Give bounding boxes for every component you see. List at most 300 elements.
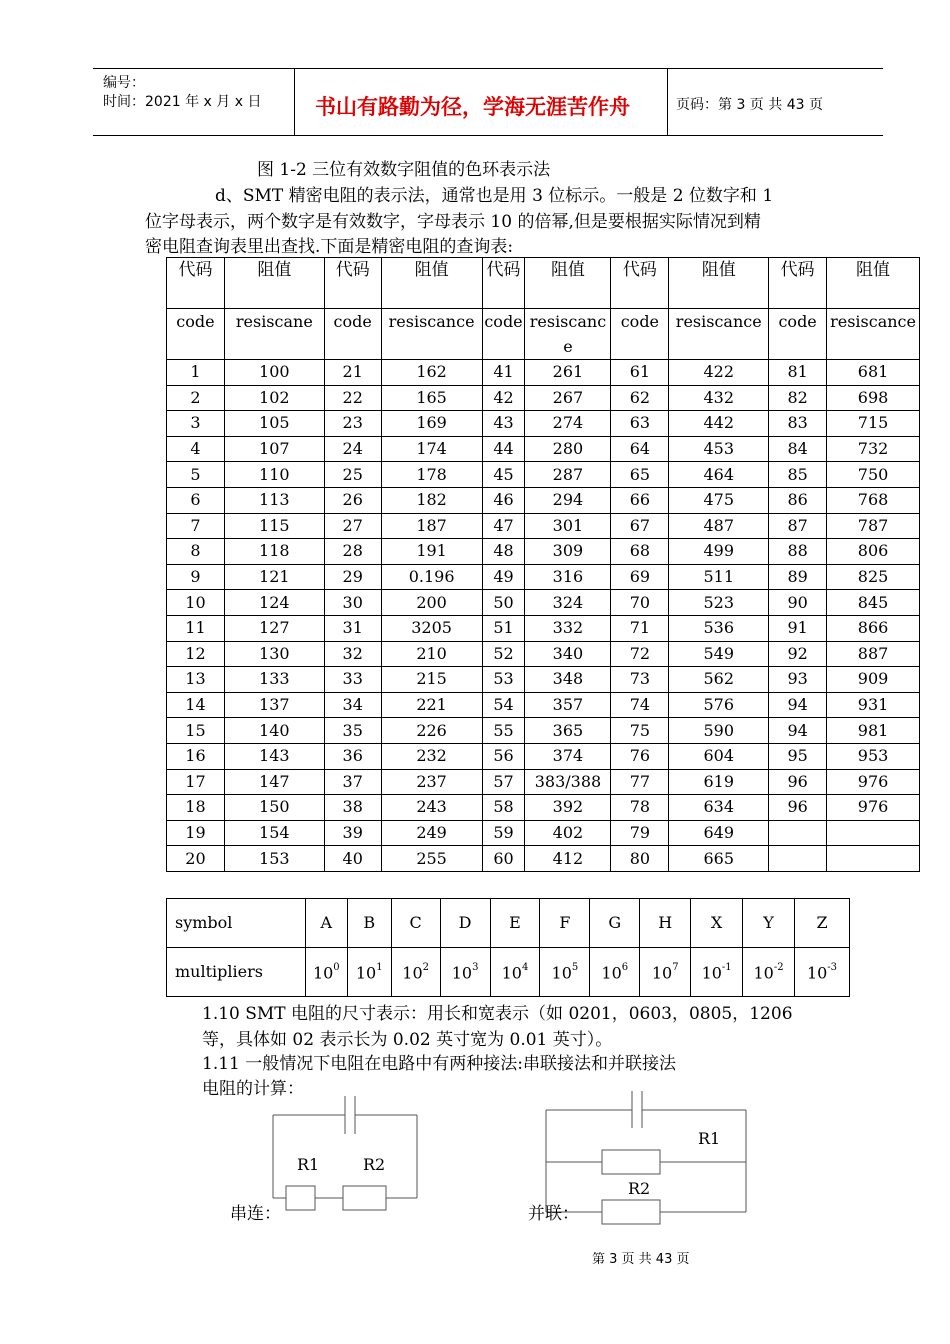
table-header-cell: resiscance <box>827 309 920 360</box>
multiplier-cell <box>440 948 490 997</box>
table-cell: 62 <box>611 385 669 411</box>
multiplier-exponent: 4 <box>521 962 529 974</box>
table-cell: 48 <box>482 539 525 565</box>
table-cell: 21 <box>324 360 381 386</box>
table-cell: 80 <box>611 846 669 872</box>
table-cell: 11 <box>167 615 225 641</box>
table-cell: 60 <box>482 846 525 872</box>
multiplier-base: 10 <box>701 963 722 983</box>
multiplier-cell <box>305 948 347 997</box>
table-cell: 34 <box>324 692 381 718</box>
symbol-cell: B <box>347 899 391 948</box>
table-header-cell: resiscance <box>381 309 482 360</box>
table-cell: 169 <box>381 411 482 437</box>
table-cell: 49 <box>482 564 525 590</box>
table-cell: 102 <box>224 385 324 411</box>
table-cell: 66 <box>611 487 669 513</box>
table-cell: 53 <box>482 667 525 693</box>
table-cell: 261 <box>525 360 611 386</box>
table-cell: 732 <box>827 436 920 462</box>
table-cell: 31 <box>324 615 381 641</box>
symbol-cell: G <box>590 899 640 948</box>
table-row <box>167 436 920 462</box>
table-cell: 383/388 <box>525 769 611 795</box>
table-cell: 55 <box>482 718 525 744</box>
page-footer: 第 3 页 共 43 页 <box>592 1252 690 1267</box>
table-cell: 22 <box>324 385 381 411</box>
table-cell: 887 <box>827 641 920 667</box>
symbol-cell: H <box>640 899 691 948</box>
table-cell: 85 <box>769 462 827 488</box>
table-cell: 499 <box>669 539 769 565</box>
table-cell: 147 <box>224 769 324 795</box>
table-cell: 665 <box>669 846 769 872</box>
symbol-label: symbol <box>167 899 306 948</box>
table-cell: 68 <box>611 539 669 565</box>
table-cell: 536 <box>669 615 769 641</box>
table-cell: 340 <box>525 641 611 667</box>
table-cell: 422 <box>669 360 769 386</box>
table-cell: 232 <box>381 743 482 769</box>
table-cell: 3 <box>167 411 225 437</box>
multiplier-base: 10 <box>312 963 334 983</box>
multiplier-cell <box>691 948 743 997</box>
table-cell: 187 <box>381 513 482 539</box>
table-row <box>167 718 920 744</box>
table-cell: 215 <box>381 667 482 693</box>
table-cell: 69 <box>611 564 669 590</box>
multiplier-exponent: -3 <box>827 962 838 974</box>
multiplier-exponent: 5 <box>571 962 579 974</box>
table-cell: 107 <box>224 436 324 462</box>
table-cell: 78 <box>611 795 669 821</box>
table-cell: 953 <box>827 743 920 769</box>
header-divider-2 <box>667 68 668 136</box>
table-cell: 649 <box>669 820 769 846</box>
table-cell: 274 <box>525 411 611 437</box>
table-cell: 35 <box>324 718 381 744</box>
table-row <box>167 360 920 386</box>
table-cell: 137 <box>224 692 324 718</box>
table-cell: 8 <box>167 539 225 565</box>
multiplier-cell <box>391 948 440 997</box>
series-r1-label: R1 <box>297 1155 320 1174</box>
table-cell: 57 <box>482 769 525 795</box>
symbol-cell: A <box>305 899 347 948</box>
table-cell: 806 <box>827 539 920 565</box>
table-cell: 562 <box>669 667 769 693</box>
table-row <box>167 462 920 488</box>
table-header-cell: resiscance <box>525 309 611 360</box>
table-cell: 10 <box>167 590 225 616</box>
table-cell: 30 <box>324 590 381 616</box>
table-header-row-en <box>167 309 920 360</box>
table-cell: 976 <box>827 769 920 795</box>
table-cell: 91 <box>769 615 827 641</box>
section-1-10-line2: 等，具体如 02 表示长为 0.02 英寸宽为 0.01 英寸）。 <box>202 1030 613 1050</box>
multiplier-exponent: 1 <box>376 962 383 974</box>
multiplier-cell <box>743 948 795 997</box>
table-cell: 200 <box>381 590 482 616</box>
table-cell: 14 <box>167 692 225 718</box>
symbol-cell: Y <box>743 899 795 948</box>
table-cell: 866 <box>827 615 920 641</box>
table-cell: 72 <box>611 641 669 667</box>
symbol-cell: Z <box>795 899 850 948</box>
table-cell: 316 <box>525 564 611 590</box>
table-cell: 825 <box>827 564 920 590</box>
table-cell: 18 <box>167 795 225 821</box>
table-cell: 94 <box>769 718 827 744</box>
table-cell: 174 <box>381 436 482 462</box>
table-cell: 221 <box>381 692 482 718</box>
multiplier-exponent: 3 <box>472 962 479 974</box>
table-header-cell: 代码 <box>611 258 669 309</box>
table-cell: 576 <box>669 692 769 718</box>
multiplier-exponent: -1 <box>721 962 732 974</box>
table-cell: 475 <box>669 487 769 513</box>
table-cell: 2 <box>167 385 225 411</box>
table-cell: 182 <box>381 487 482 513</box>
parallel-r1-resistor <box>602 1150 660 1174</box>
table-row <box>167 846 920 872</box>
multiplier-base: 10 <box>753 963 774 983</box>
table-cell: 348 <box>525 667 611 693</box>
table-cell: 83 <box>769 411 827 437</box>
table-cell: 110 <box>224 462 324 488</box>
multiplier-cell <box>590 948 640 997</box>
table-cell: 249 <box>381 820 482 846</box>
table-cell: 287 <box>525 462 611 488</box>
table-cell: 89 <box>769 564 827 590</box>
series-r1-resistor <box>286 1186 315 1210</box>
table-cell: 981 <box>827 718 920 744</box>
table-cell: 52 <box>482 641 525 667</box>
multiplier-exponent: -2 <box>773 962 784 974</box>
table-cell: 162 <box>381 360 482 386</box>
multiplier-cell <box>347 948 391 997</box>
header-bottom-rule <box>93 135 883 136</box>
table-cell: 140 <box>224 718 324 744</box>
table-cell: 226 <box>381 718 482 744</box>
table-cell: 464 <box>669 462 769 488</box>
table-cell: 42 <box>482 385 525 411</box>
table-row <box>167 539 920 565</box>
table-header-cell: 代码 <box>769 258 827 309</box>
table-cell: 698 <box>827 385 920 411</box>
table-cell: 210 <box>381 641 482 667</box>
multiplier-table <box>166 898 850 997</box>
table-cell: 750 <box>827 462 920 488</box>
series-r2-resistor <box>343 1186 386 1210</box>
table-row <box>167 615 920 641</box>
table-cell: 402 <box>525 820 611 846</box>
table-cell: 96 <box>769 795 827 821</box>
table-cell: 523 <box>669 590 769 616</box>
multiplier-base: 10 <box>551 963 572 983</box>
table-cell: 90 <box>769 590 827 616</box>
table-cell: 133 <box>224 667 324 693</box>
multiplier-exponent: 2 <box>422 962 430 974</box>
table-cell: 44 <box>482 436 525 462</box>
table-cell: 619 <box>669 769 769 795</box>
parallel-r2-label: R2 <box>628 1179 651 1198</box>
table-cell: 64 <box>611 436 669 462</box>
section-1-11: 1.11 一般情况下电阻在电路中有两种接法:串联接法和并联接法 <box>202 1054 676 1074</box>
table-header-cell: 阻值 <box>525 258 611 309</box>
table-cell: 29 <box>324 564 381 590</box>
table-cell: 33 <box>324 667 381 693</box>
table-cell: 71 <box>611 615 669 641</box>
parallel-r1-label: R1 <box>698 1129 721 1148</box>
paragraph-d-line1: d、SMT 精密电阻的表示法，通常也是用 3 位标示。一般是 2 位数字和 1 <box>215 186 774 206</box>
table-cell: 768 <box>827 487 920 513</box>
symbol-cell: X <box>691 899 743 948</box>
table-cell: 77 <box>611 769 669 795</box>
table-cell: 4 <box>167 436 225 462</box>
multiplier-exponent: 7 <box>672 962 679 974</box>
table-cell: 19 <box>167 820 225 846</box>
table-cell: 294 <box>525 487 611 513</box>
table-cell: 86 <box>769 487 827 513</box>
table-cell: 301 <box>525 513 611 539</box>
figure-caption: 图 1-2 三位有效数字阻值的色环表示法 <box>257 160 551 180</box>
symbol-cell: F <box>540 899 590 948</box>
table-cell: 511 <box>669 564 769 590</box>
table-cell: 118 <box>224 539 324 565</box>
table-cell: 365 <box>525 718 611 744</box>
resistor-code-table <box>166 257 920 872</box>
table-cell: 95 <box>769 743 827 769</box>
table-cell <box>769 846 827 872</box>
table-cell: 178 <box>381 462 482 488</box>
table-cell: 46 <box>482 487 525 513</box>
table-cell: 20 <box>167 846 225 872</box>
table-cell: 50 <box>482 590 525 616</box>
table-cell: 121 <box>224 564 324 590</box>
table-cell: 191 <box>381 539 482 565</box>
table-cell: 374 <box>525 743 611 769</box>
table-cell: 24 <box>324 436 381 462</box>
table-cell: 59 <box>482 820 525 846</box>
table-cell: 79 <box>611 820 669 846</box>
table-header-cell: 代码 <box>324 258 381 309</box>
table-row <box>167 820 920 846</box>
table-row <box>167 743 920 769</box>
table-row <box>167 590 920 616</box>
table-header-cell: code <box>167 309 225 360</box>
table-cell: 40 <box>324 846 381 872</box>
table-cell: 47 <box>482 513 525 539</box>
table-cell: 453 <box>669 436 769 462</box>
table-cell: 45 <box>482 462 525 488</box>
multiplier-base: 10 <box>355 963 377 983</box>
table-cell: 324 <box>525 590 611 616</box>
table-cell: 65 <box>611 462 669 488</box>
table-cell: 32 <box>324 641 381 667</box>
table-header-cell: 代码 <box>167 258 225 309</box>
table-header-row-cn <box>167 258 920 309</box>
table-row <box>167 411 920 437</box>
table-cell: 96 <box>769 769 827 795</box>
table-cell: 909 <box>827 667 920 693</box>
table-cell: 58 <box>482 795 525 821</box>
series-r2-label: R2 <box>363 1155 386 1174</box>
table-cell: 787 <box>827 513 920 539</box>
table-row <box>167 692 920 718</box>
table-cell: 154 <box>224 820 324 846</box>
table-cell: 357 <box>525 692 611 718</box>
table-cell: 70 <box>611 590 669 616</box>
table-cell: 6 <box>167 487 225 513</box>
table-cell: 280 <box>525 436 611 462</box>
multiplier-base: 10 <box>402 963 423 983</box>
header-divider-1 <box>294 68 295 136</box>
table-cell: 976 <box>827 795 920 821</box>
table-header-cell: 阻值 <box>669 258 769 309</box>
table-cell: 61 <box>611 360 669 386</box>
table-cell: 845 <box>827 590 920 616</box>
table-cell: 3205 <box>381 615 482 641</box>
multiplier-cell <box>640 948 691 997</box>
table-cell: 54 <box>482 692 525 718</box>
table-cell: 41 <box>482 360 525 386</box>
table-header-cell: code <box>611 309 669 360</box>
multiplier-exponent: 0 <box>333 962 340 974</box>
multiplier-base: 10 <box>651 963 673 983</box>
parallel-r2-resistor <box>602 1200 660 1224</box>
header-number-label: 编号： <box>103 75 145 91</box>
table-row <box>167 513 920 539</box>
table-cell: 143 <box>224 743 324 769</box>
multipliers-label: multipliers <box>167 948 306 997</box>
table-cell: 15 <box>167 718 225 744</box>
multiplier-base: 10 <box>601 963 622 983</box>
table-cell: 681 <box>827 360 920 386</box>
table-cell: 73 <box>611 667 669 693</box>
table-cell: 267 <box>525 385 611 411</box>
paragraph-d-line2: 位字母表示，两个数字是有效数字，字母表示 10 的倍幂,但是要根据实际情况到精 <box>145 212 761 232</box>
table-cell: 81 <box>769 360 827 386</box>
table-cell: 93 <box>769 667 827 693</box>
table-cell: 432 <box>669 385 769 411</box>
table-cell: 332 <box>525 615 611 641</box>
table-cell: 13 <box>167 667 225 693</box>
symbol-row <box>167 899 850 948</box>
multiplier-base: 10 <box>806 963 828 983</box>
table-cell: 487 <box>669 513 769 539</box>
table-cell: 39 <box>324 820 381 846</box>
table-cell: 153 <box>224 846 324 872</box>
table-cell: 1 <box>167 360 225 386</box>
table-cell: 16 <box>167 743 225 769</box>
table-cell: 28 <box>324 539 381 565</box>
table-cell: 124 <box>224 590 324 616</box>
multiplier-base: 10 <box>451 963 473 983</box>
table-cell: 26 <box>324 487 381 513</box>
table-cell: 130 <box>224 641 324 667</box>
symbol-cell: C <box>391 899 440 948</box>
series-label: 串连： <box>230 1204 281 1224</box>
table-cell: 17 <box>167 769 225 795</box>
multiplier-base: 10 <box>501 963 522 983</box>
table-row <box>167 385 920 411</box>
table-cell: 0.196 <box>381 564 482 590</box>
table-cell: 23 <box>324 411 381 437</box>
table-header-cell: 阻值 <box>827 258 920 309</box>
header-top-rule <box>93 68 883 69</box>
table-cell: 105 <box>224 411 324 437</box>
table-cell: 74 <box>611 692 669 718</box>
table-cell: 237 <box>381 769 482 795</box>
series-circuit-diagram <box>265 1088 425 1213</box>
symbol-cell: D <box>440 899 490 948</box>
header-page-label: 页码：第 3 页 共 43 页 <box>676 97 823 113</box>
table-cell: 38 <box>324 795 381 821</box>
table-cell: 115 <box>224 513 324 539</box>
table-cell <box>827 820 920 846</box>
table-header-cell: 代码 <box>482 258 525 309</box>
table-header-cell: code <box>482 309 525 360</box>
table-cell: 150 <box>224 795 324 821</box>
table-header-cell: 阻值 <box>224 258 324 309</box>
table-row <box>167 667 920 693</box>
table-row <box>167 641 920 667</box>
table-cell: 255 <box>381 846 482 872</box>
table-cell: 94 <box>769 692 827 718</box>
table-cell: 56 <box>482 743 525 769</box>
symbol-cell: E <box>490 899 540 948</box>
table-cell: 604 <box>669 743 769 769</box>
table-cell: 165 <box>381 385 482 411</box>
table-cell: 7 <box>167 513 225 539</box>
multiplier-cell <box>795 948 850 997</box>
table-cell: 12 <box>167 641 225 667</box>
table-cell: 63 <box>611 411 669 437</box>
table-cell: 243 <box>381 795 482 821</box>
table-cell: 113 <box>224 487 324 513</box>
table-cell: 442 <box>669 411 769 437</box>
table-row <box>167 769 920 795</box>
header-motto: 书山有路勤为径，学海无涯苦作舟 <box>315 95 630 119</box>
table-cell: 27 <box>324 513 381 539</box>
multiplier-exponent: 6 <box>621 962 629 974</box>
table-cell: 549 <box>669 641 769 667</box>
header-time-label: 时间：2021 年 x 月 x 日 <box>103 94 262 110</box>
multiplier-row <box>167 948 850 997</box>
table-cell <box>769 820 827 846</box>
table-cell: 127 <box>224 615 324 641</box>
parallel-label: 并联： <box>528 1204 579 1224</box>
table-cell: 100 <box>224 360 324 386</box>
table-cell: 309 <box>525 539 611 565</box>
table-cell: 51 <box>482 615 525 641</box>
table-cell: 43 <box>482 411 525 437</box>
table-header-cell: code <box>324 309 381 360</box>
section-1-10-line1: 1.10 SMT 电阻的尺寸表示：用长和宽表示（如 0201，0603，0805，1206 <box>202 1004 793 1024</box>
table-cell: 715 <box>827 411 920 437</box>
table-cell: 5 <box>167 462 225 488</box>
multiplier-cell <box>540 948 590 997</box>
table-row <box>167 795 920 821</box>
multiplier-cell <box>490 948 540 997</box>
table-cell: 88 <box>769 539 827 565</box>
table-header-cell: resiscane <box>224 309 324 360</box>
table-header-cell: code <box>769 309 827 360</box>
table-cell: 75 <box>611 718 669 744</box>
table-cell: 84 <box>769 436 827 462</box>
table-header-cell: 阻值 <box>381 258 482 309</box>
